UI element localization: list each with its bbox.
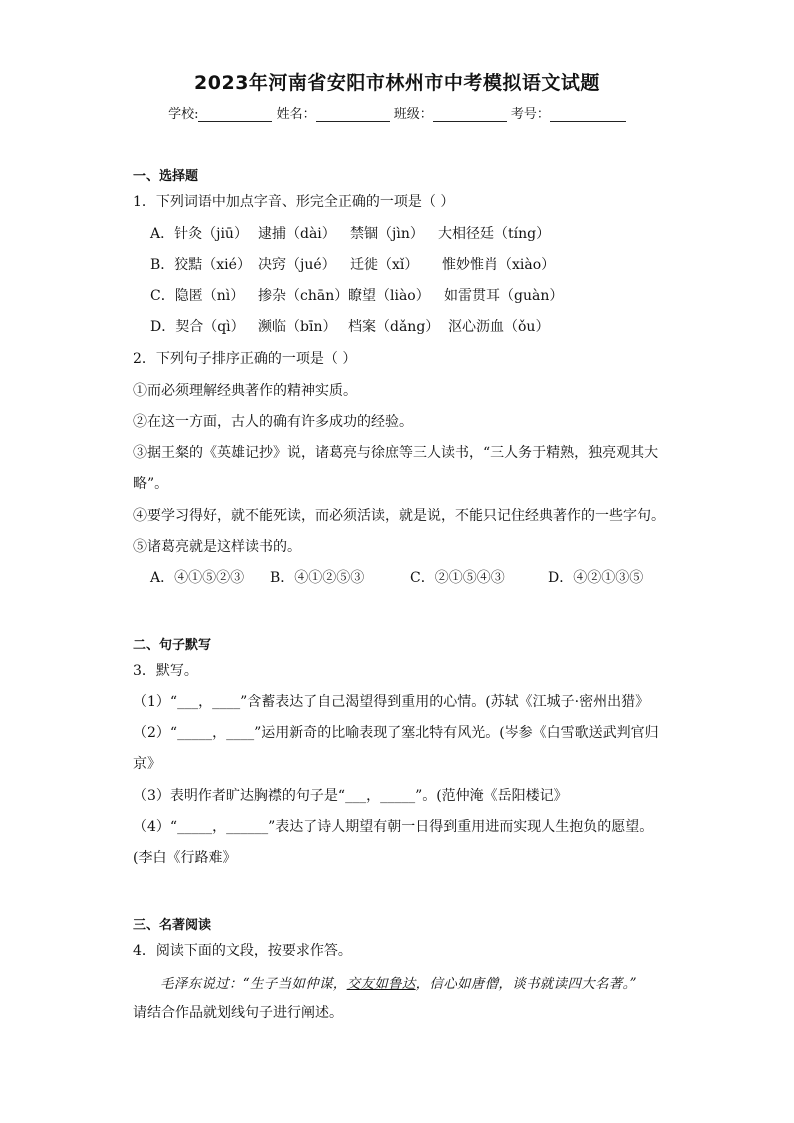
q3-line-1: （1）“___，____”含蓄表达了自己渴望得到重用的心情。(苏轼《江城子·密州出猎》 <box>133 694 650 710</box>
q3-stem: 3．默写。 <box>133 663 198 679</box>
q2-stem: 2．下列句子排序正确的一项是（ ） <box>133 351 357 367</box>
q1-option-d-1: D．契合（qì） <box>150 319 245 335</box>
q1-option-b-4: 惟妙惟肖（xiào） <box>442 257 556 273</box>
q4-quote-post: ，信心如唐僧，谈书就读四大名著。” <box>415 976 637 992</box>
exam-no-blank[interactable] <box>550 107 626 122</box>
q3-line-2a: （2）“_____，____”运用新奇的比喻表现了塞北特有风光。(岑参《白雪歌送武判官归 <box>133 725 659 741</box>
exam-no-label: 考号： <box>510 107 550 122</box>
school-label: 学校: <box>168 107 199 122</box>
q2-sentence-2: ②在这一方面，古人的确有许多成功的经验。 <box>133 414 413 430</box>
q4-stem: 4．阅读下面的文段，按要求作答。 <box>133 943 352 959</box>
q2-sentence-4: ④要学习得好，就不能死读，而必须活读，就是说，不能只记住经典著作的一些字句。 <box>133 508 665 524</box>
q3-line-2b: 京》 <box>133 756 161 772</box>
q2-option-d: D．④②①③⑤ <box>548 570 644 586</box>
student-info-row <box>0 103 794 122</box>
q1-option-b-1: B．狡黠（xié） <box>150 257 251 273</box>
q4-quote-underlined: 交友如鲁达 <box>346 976 416 992</box>
q1-option-c-2: 掺杂（chān） <box>258 288 349 304</box>
section2-heading: 二、句子默写 <box>133 638 212 653</box>
q1-option-b-2: 决窍（jué） <box>258 257 336 273</box>
section3-heading: 三、名著阅读 <box>133 918 212 933</box>
q1-stem: 1．下列词语中加点字音、形完全正确的一项是（ ） <box>133 194 455 210</box>
q1-option-a-3: 禁锢（jìn） <box>350 226 424 242</box>
q2-sentence-3a: ③据王粲的《英雄记抄》说，诸葛亮与徐庶等三人读书，“三人务于精熟，独亮观其大 <box>133 445 659 461</box>
q2-sentence-3b: 略”。 <box>133 476 169 492</box>
q4-quote <box>160 972 637 992</box>
q1-option-d-4: 沤心沥血（ǒu） <box>448 319 550 335</box>
q1-option-c-3: 瞭望（liào） <box>348 288 430 304</box>
section1-heading: 一、选择题 <box>133 169 199 184</box>
q1-option-b-3: 迁徙（xǐ） <box>350 257 419 273</box>
q3-line-4a: （4）“_____，______”表达了诗人期望有朝一日得到重用进而实现人生抱负的愿望。 <box>133 819 654 835</box>
class-label: 班级： <box>393 107 433 122</box>
q2-sentence-5: ⑤诸葛亮就是这样读书的。 <box>133 539 301 555</box>
q4-instruction: 请结合作品就划线句子进行阐述。 <box>133 1005 343 1021</box>
q4-quote-pre: 毛泽东说过：“生子当如仲谋， <box>160 976 347 992</box>
q3-line-3: （3）表明作者旷达胸襟的句子是“___，_____”。(范仲淹《岳阳楼记》 <box>133 788 568 804</box>
q2-option-b: B．④①②⑤③ <box>270 570 365 586</box>
class-blank[interactable] <box>433 107 507 122</box>
q2-option-c: C．②①⑤④③ <box>410 570 505 586</box>
q1-option-a-1: A．针灸（jiū） <box>150 226 248 242</box>
q2-option-a: A．④①⑤②③ <box>150 570 245 586</box>
name-blank[interactable] <box>316 107 390 122</box>
page-title: 2023年河南省安阳市林州市中考模拟语文试题 <box>194 72 600 94</box>
q1-option-a-2: 逮捕（dài） <box>258 226 336 242</box>
q2-sentence-1: ①而必须理解经典著作的精神实质。 <box>133 383 357 399</box>
name-label: 姓名： <box>276 107 316 122</box>
q1-option-a-4: 大相径廷（tíng） <box>438 226 551 242</box>
school-blank[interactable] <box>198 107 272 122</box>
q1-option-c-1: C．隐匿（nì） <box>150 288 245 304</box>
q3-line-4b: (李白《行路难》 <box>133 850 237 866</box>
q1-option-d-2: 濒临（bīn） <box>258 319 337 335</box>
q1-option-c-4: 如雷贯耳（guàn） <box>444 288 564 304</box>
q1-option-d-3: 档案（dǎng） <box>348 319 440 335</box>
